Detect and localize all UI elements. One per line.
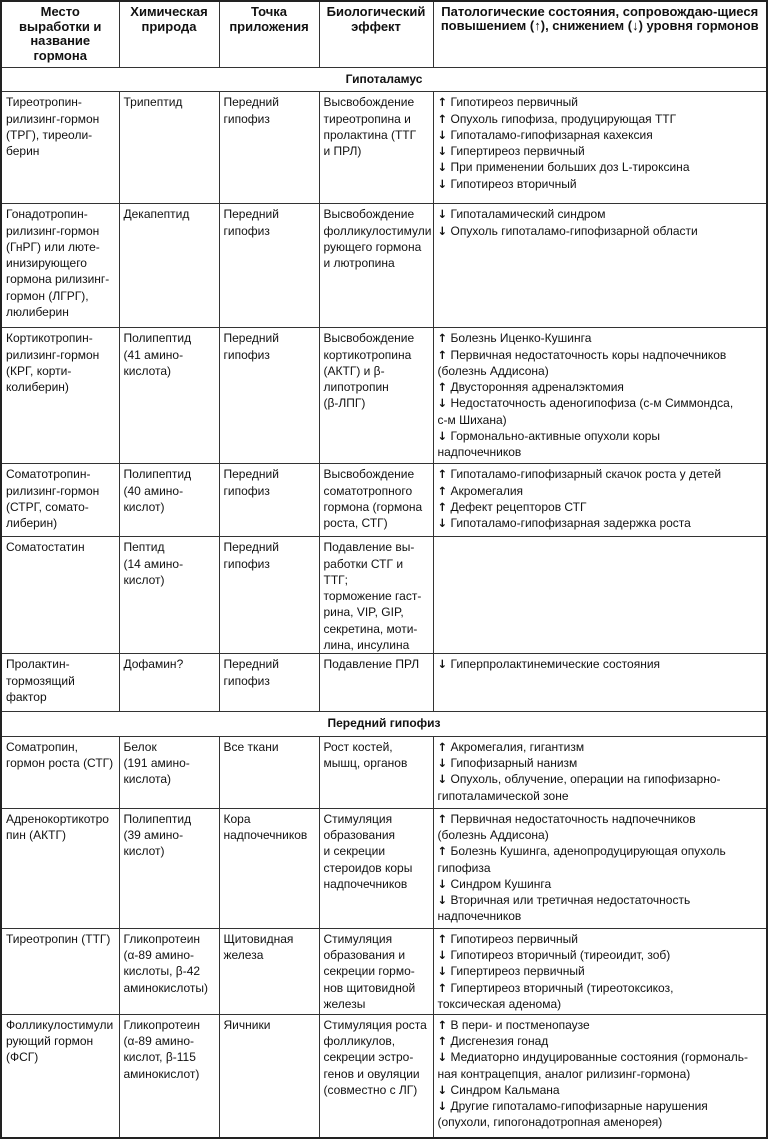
arrow-down-icon: ↓ <box>437 429 448 444</box>
target: Все ткани <box>219 736 319 808</box>
condition-item <box>438 395 763 428</box>
pathological-states <box>433 464 767 537</box>
target: Передний гипофиз <box>219 204 319 328</box>
target: Яичники <box>219 1014 319 1138</box>
condition-text: Гипотиреоз первичный <box>450 95 578 110</box>
condition-item <box>438 771 763 804</box>
arrow-up-icon: ↑ <box>437 331 448 346</box>
pathological-states <box>433 808 767 928</box>
table-row <box>1 92 767 204</box>
condition-text: Гипотиреоз вторичный <box>450 176 577 191</box>
section-title: Гипоталамус <box>1 68 767 92</box>
pathological-states <box>433 328 767 464</box>
condition-item <box>438 330 763 346</box>
header-target: Точка приложения <box>219 1 319 68</box>
condition-text: Гипоталамо-гипофизарная задержка роста <box>450 516 691 531</box>
condition-item <box>438 1033 763 1049</box>
arrow-up-icon: ↑ <box>437 811 448 826</box>
table-row <box>1 537 767 654</box>
condition-item <box>438 1082 763 1098</box>
condition-item <box>438 206 763 222</box>
biological-effect: Высвобождение соматотропного гормона (гормона роста, СТГ) <box>319 464 433 537</box>
arrow-down-icon: ↓ <box>437 1099 448 1114</box>
condition-item <box>438 876 763 892</box>
arrow-up-icon: ↑ <box>437 931 448 946</box>
table-header-row <box>1 1 767 68</box>
pathological-states <box>433 1014 767 1138</box>
table-body <box>1 68 767 1139</box>
condition-item <box>438 515 763 531</box>
condition-item <box>438 159 763 175</box>
condition-item <box>438 980 763 1013</box>
condition-item <box>438 466 763 482</box>
arrow-down-icon: ↓ <box>437 396 448 411</box>
table-row <box>1 204 767 328</box>
condition-text: Гипертиреоз вторичный (тиреотоксикоз, токсическая аденома) <box>437 980 674 1011</box>
hormone-name: Адренокортикотро пин (АКТГ) <box>1 808 119 928</box>
table-row <box>1 736 767 808</box>
arrow-down-icon: ↓ <box>437 516 448 531</box>
arrow-up-icon: ↑ <box>437 347 448 362</box>
target: Кора надпочечников <box>219 808 319 928</box>
pathological-states <box>433 928 767 1014</box>
chemical-nature: Полипептид (41 амино- кислота) <box>119 328 219 464</box>
arrow-up-icon: ↑ <box>437 483 448 498</box>
table-row <box>1 654 767 712</box>
header-source: Место выработки и название гормона <box>1 1 119 68</box>
condition-text: Вторичная или третичная недостаточность надпочечников <box>437 893 691 924</box>
condition-text: В пери- и постменопаузе <box>450 1017 590 1032</box>
arrow-down-icon: ↓ <box>437 772 448 787</box>
condition-text: Болезнь Кушинга, аденопродуцирующая опухоль гипофиза <box>437 844 726 875</box>
section-row <box>1 68 767 92</box>
condition-item <box>438 843 763 876</box>
condition-text: Опухоль, облучение, операции на гипофизарно- гипоталамической зоне <box>437 772 721 803</box>
biological-effect: Стимуляция роста фолликулов, секреции эстро- генов и овуляции (совместно с ЛГ) <box>319 1014 433 1138</box>
condition-item <box>438 739 763 755</box>
arrow-down-icon: ↓ <box>437 207 448 222</box>
condition-item <box>438 656 763 672</box>
arrow-up-icon: ↑ <box>437 980 448 995</box>
arrow-down-icon: ↓ <box>437 657 448 672</box>
condition-text: Гипотиреоз первичный <box>450 931 578 946</box>
condition-text: Гипертиреоз первичный <box>450 144 585 159</box>
biological-effect: Подавление вы- работки СТГ и ТТГ; торможение гаст- рина, VIP, GIP, секретина, моти- лина, инсулина <box>319 537 433 654</box>
target: Передний гипофиз <box>219 464 319 537</box>
hormone-name: Соматотропин- рилизинг-гормон (СТРГ, сомато- либерин) <box>1 464 119 537</box>
table-row <box>1 808 767 928</box>
condition-item <box>438 111 763 127</box>
hormone-name: Пролактин- тормозящий фактор <box>1 654 119 712</box>
biological-effect: Рост костей, мышц, органов <box>319 736 433 808</box>
condition-text: Акромегалия, гигантизм <box>450 739 585 754</box>
arrow-down-icon: ↓ <box>437 755 448 770</box>
arrow-down-icon: ↓ <box>437 144 448 159</box>
condition-item <box>438 428 763 461</box>
condition-text: Дефект рецепторов СТГ <box>450 499 587 514</box>
condition-text: Первичная недостаточность коры надпочечников (болезнь Аддисона) <box>437 347 727 378</box>
condition-item <box>438 94 763 110</box>
table-row <box>1 464 767 537</box>
hormone-name: Кортикотропин- рилизинг-гормон (КРГ, корти- колиберин) <box>1 328 119 464</box>
condition-item <box>438 755 763 771</box>
condition-text: При применении больших доз L-тироксина <box>450 160 690 175</box>
condition-text: Гипоталамо-гипофизарный скачок роста у детей <box>450 467 722 482</box>
arrow-up-icon: ↑ <box>437 739 448 754</box>
chemical-nature: Белок (191 амино- кислота) <box>119 736 219 808</box>
arrow-up-icon: ↑ <box>437 111 448 126</box>
target: Передний гипофиз <box>219 328 319 464</box>
target: Передний гипофиз <box>219 654 319 712</box>
header-chemical-nature: Химическая природа <box>119 1 219 68</box>
header-biological-effect: Биологический эффект <box>319 1 433 68</box>
biological-effect: Стимуляция образования и секреции стероидов коры надпочечников <box>319 808 433 928</box>
arrow-down-icon: ↓ <box>437 893 448 908</box>
condition-item <box>438 223 763 239</box>
arrow-down-icon: ↓ <box>437 876 448 891</box>
section-row <box>1 712 767 736</box>
target: Передний гипофиз <box>219 92 319 204</box>
target: Передний гипофиз <box>219 537 319 654</box>
condition-text: Недостаточность аденогипофиза (с-м Симмондса, с-м Шихана) <box>437 396 734 427</box>
chemical-nature: Декапептид <box>119 204 219 328</box>
condition-item <box>438 1049 763 1082</box>
chemical-nature: Полипептид (39 амино- кислот) <box>119 808 219 928</box>
condition-item <box>438 931 763 947</box>
condition-item <box>438 1017 763 1033</box>
arrow-down-icon: ↓ <box>437 223 448 238</box>
condition-text: Акромегалия <box>450 483 524 498</box>
arrow-down-icon: ↓ <box>437 947 448 962</box>
arrow-up-icon: ↑ <box>437 499 448 514</box>
condition-item <box>438 811 763 844</box>
condition-text: Первичная недостаточность надпочечников (болезнь Аддисона) <box>437 811 696 842</box>
chemical-nature: Полипептид (40 амино- кислот) <box>119 464 219 537</box>
hormone-name: Тиреотропин- рилизинг-гормон (ТРГ), тиреоли- берин <box>1 92 119 204</box>
condition-item <box>438 347 763 380</box>
condition-item <box>438 127 763 143</box>
arrow-up-icon: ↑ <box>437 844 448 859</box>
target: Щитовидная железа <box>219 928 319 1014</box>
biological-effect: Высвобождение тиреотропина и пролактина (ТТГ и ПРЛ) <box>319 92 433 204</box>
pathological-states <box>433 92 767 204</box>
condition-item <box>438 1098 763 1131</box>
condition-item <box>438 947 763 963</box>
arrow-up-icon: ↑ <box>437 380 448 395</box>
arrow-up-icon: ↑ <box>437 95 448 110</box>
condition-text: Гипофизарный нанизм <box>450 755 578 770</box>
arrow-down-icon: ↓ <box>437 1082 448 1097</box>
condition-text: Гипоталамический синдром <box>450 207 606 222</box>
condition-text: Синдром Кушинга <box>450 876 552 891</box>
arrow-up-icon: ↑ <box>437 467 448 482</box>
pathological-states <box>433 204 767 328</box>
condition-item <box>438 143 763 159</box>
arrow-up-icon: ↑ <box>437 1033 448 1048</box>
hormone-name: Соматостатин <box>1 537 119 654</box>
condition-text: Дисгенезия гонад <box>450 1033 549 1048</box>
table-row <box>1 928 767 1014</box>
chemical-nature: Гликопротеин (α-89 амино- кислот, β-115 аминокислот) <box>119 1014 219 1138</box>
condition-text: Гипертиреоз первичный <box>450 964 585 979</box>
biological-effect: Стимуляция образования и секреции гормо- нов щитовидной железы <box>319 928 433 1014</box>
hormone-name: Соматропин, гормон роста (СТГ) <box>1 736 119 808</box>
biological-effect: Высвобождение кортикотропина (АКТГ) и β- липотропин (β-ЛПГ) <box>319 328 433 464</box>
biological-effect: Высвобождение фолликулостимули рующего гормона и лютропина <box>319 204 433 328</box>
chemical-nature: Трипептид <box>119 92 219 204</box>
pathological-states <box>433 654 767 712</box>
condition-text: Гипоталамо-гипофизарная кахексия <box>450 127 653 142</box>
condition-text: Болезнь Иценко-Кушинга <box>450 331 592 346</box>
condition-text: Гипотиреоз вторичный (тиреоидит, зоб) <box>450 947 671 962</box>
condition-item <box>438 892 763 925</box>
arrow-down-icon: ↓ <box>437 160 448 175</box>
condition-item <box>438 499 763 515</box>
arrow-down-icon: ↓ <box>437 127 448 142</box>
condition-text: Синдром Кальмана <box>450 1082 560 1097</box>
table-row <box>1 328 767 464</box>
header-pathological-states: Патологические состояния, сопровождаю-щиеся повышением (↑), снижением (↓) уровня гормонов <box>433 1 767 68</box>
arrow-down-icon: ↓ <box>437 1050 448 1065</box>
chemical-nature: Дофамин? <box>119 654 219 712</box>
condition-text: Опухоль гипоталамо-гипофизарной области <box>450 223 698 238</box>
hormone-name: Тиреотропин (ТТГ) <box>1 928 119 1014</box>
chemical-nature: Гликопротеин (α-89 амино- кислоты, β-42 аминокислоты) <box>119 928 219 1014</box>
condition-item <box>438 483 763 499</box>
biological-effect: Подавление ПРЛ <box>319 654 433 712</box>
hormone-name: Гонадотропин- рилизинг-гормон (ГнРГ) или люте- инизирующего гормона рилизинг- гормон (ЛГРГ), люлиберин <box>1 204 119 328</box>
pathological-states <box>433 537 767 654</box>
condition-text: Гиперпролактинемические состояния <box>450 657 661 672</box>
section-title: Передний гипофиз <box>1 712 767 736</box>
hormone-name: Фолликулостимули рующий гормон (ФСГ) <box>1 1014 119 1138</box>
condition-item <box>438 176 763 192</box>
condition-text: Двусторонняя адреналэктомия <box>450 380 624 395</box>
condition-item <box>438 963 763 979</box>
arrow-down-icon: ↓ <box>437 176 448 191</box>
arrow-up-icon: ↑ <box>437 1017 448 1032</box>
condition-text: Опухоль гипофиза, продуцирующая ТТГ <box>450 111 677 126</box>
condition-text: Другие гипоталамо-гипофизарные нарушения (опухоли, гипогонадотропная аменорея) <box>437 1099 708 1130</box>
pathological-states <box>433 736 767 808</box>
arrow-down-icon: ↓ <box>437 964 448 979</box>
condition-item <box>438 379 763 395</box>
table-row <box>1 1014 767 1138</box>
chemical-nature: Пептид (14 амино- кислот) <box>119 537 219 654</box>
condition-text: Медиаторно индуцированные состояния (гормональ- ная контрацепция, аналог рилизинг-гормона) <box>437 1050 748 1081</box>
condition-text: Гормонально-активные опухоли коры надпочечников <box>437 429 661 460</box>
